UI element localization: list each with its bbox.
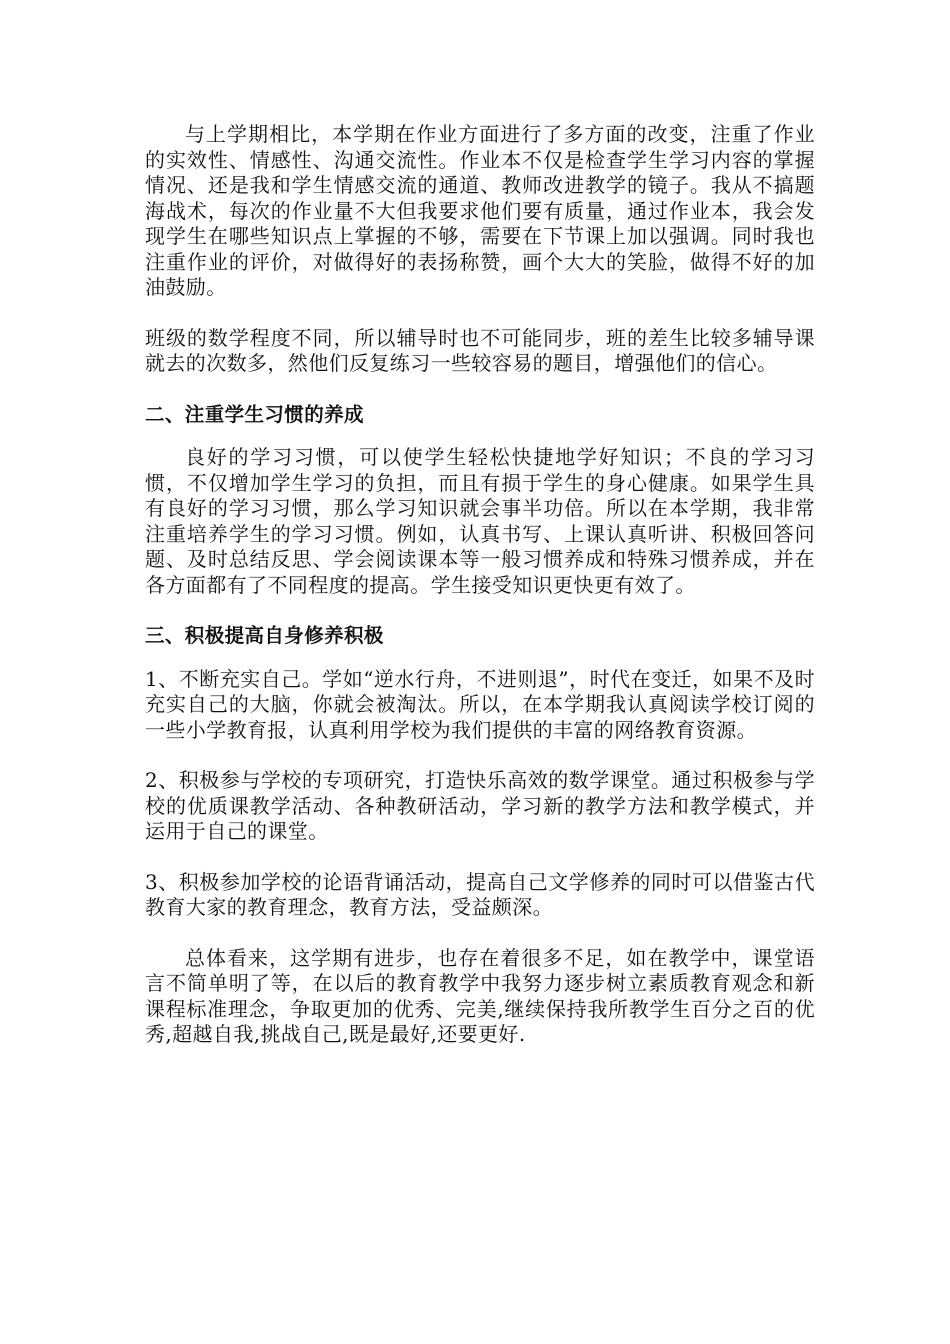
section-heading-habits: 二、注重学生习惯的养成 bbox=[145, 402, 364, 426]
paragraph-homework: 与上学期相比，本学期在作业方面进行了多方面的改变，注重了作业的实效性、情感性、沟通交流性。作业本不仅是检查学生学习内容的掌握情况、还是我和学生情感交流的通道、教师改进教学的镜子。我从不搞题海战术，每次的作业量不大但我要求他们要有质量，通过作业本，我会发现学生在哪些知识点上掌握的不够，需要在下节课上加以强调。同时我也注重作业的评价，对做得好的表扬称赞，画个大大的笑脸，做得不好的加油鼓励。 bbox=[145, 122, 815, 299]
list-item-2: 2、积极参与学校的专项研究，打造快乐高效的数学课堂。通过积极参与学校的优质课教学活动、各种教研活动，学习新的教学方法和教学模式，并运用于自己的课堂。 bbox=[145, 768, 815, 843]
document-page bbox=[145, 122, 815, 1048]
list-item-1: 1、不断充实自己。学如“逆水行舟，不进则退”，时代在变迁，如果不及时充实自己的大脑，你就会被淘汰。所以，在本学期我认真阅读学校订阅的一些小学教育报，认真利用学校为我们提供的丰富的网络教育资源。 bbox=[145, 666, 815, 742]
paragraph-tutoring: 班级的数学程度不同，所以辅导时也不可能同步，班的差生比较多辅导课就去的次数多，然他们反复练习一些较容易的题目，增强他们的信心。 bbox=[145, 325, 815, 375]
section-heading-self-improvement: 三、积极提高自身修养积极 bbox=[145, 624, 384, 647]
list-item-3: 3、积极参加学校的论语背诵活动，提高自己文学修养的同时可以借鉴古代教育大家的教育理念，教育方法，受益颇深。 bbox=[145, 869, 815, 919]
paragraph-summary: 总体看来，这学期有进步，也存在着很多不足，如在教学中，课堂语言不简单明了等，在以后的教育教学中我努力逐步树立素质教育观念和新课程标准理念，争取更加的优秀、完美,继续保持我所教学生百分之百的优秀,超越自我,挑战自己,既是最好,还要更好. bbox=[145, 945, 815, 1046]
paragraph-habits: 良好的学习习惯，可以使学生轻松快捷地学好知识；不良的学习习惯，不仅增加学生学习的负担，而且有损于学生的身心健康。如果学生具有良好的学习习惯，那么学习知识就会事半功倍。所以在本学期，我非常注重培养学生的学习习惯。例如，认真书写、上课认真听讲、积极回答问题、及时总结反思、学会阅读课本等一般习惯养成和特殊习惯养成，并在各方面都有了不同程度的提高。学生接受知识更快更有效了。 bbox=[145, 445, 815, 597]
